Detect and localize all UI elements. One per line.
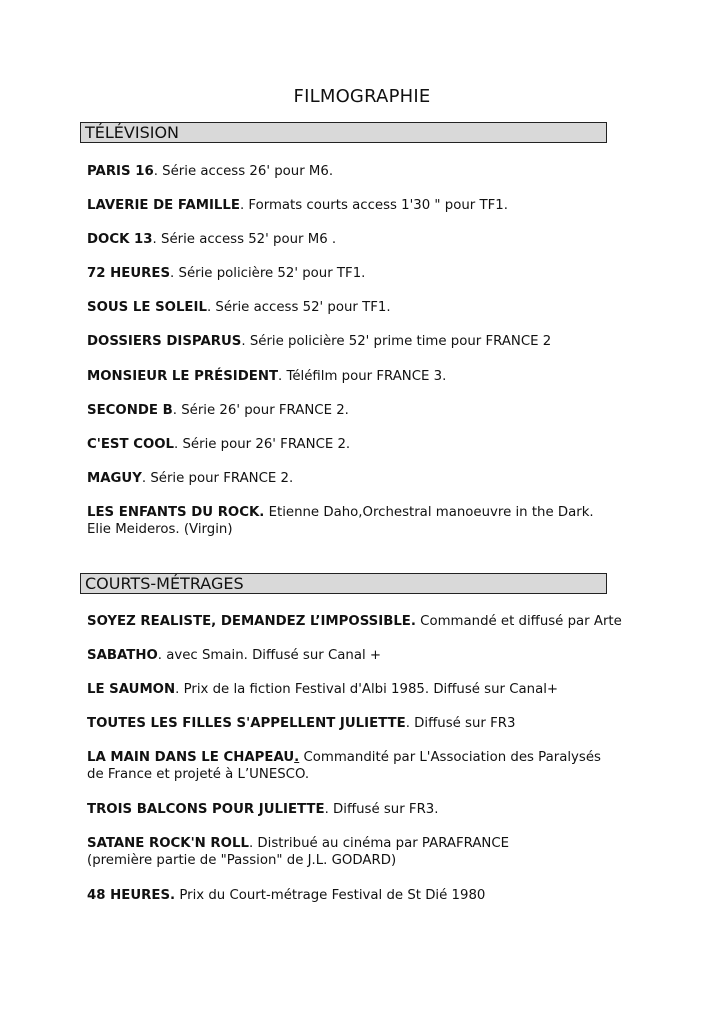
list-item [87,835,707,869]
entry-description: . Téléfilm pour FRANCE 3. [278,369,447,384]
list-item [87,333,707,350]
entry-description-continued: (première partie de "Passion" de J.L. GODARD) [87,853,397,868]
entry-title: TOUTES LES FILLES S'APPELLENT JULIETTE [87,716,406,731]
entry-title: SABATHO [87,648,158,663]
entry-description: . Série policière 52' prime time pour FRANCE 2 [241,334,552,349]
entry-description: . Diffusé sur FR3 [405,716,516,731]
entry-description: Commandé et diffusé par Arte [415,614,622,629]
entry-title: DOSSIERS DISPARUS [87,334,242,349]
entry-title: TROIS BALCONS POUR JULIETTE [87,802,325,817]
list-item [87,231,707,248]
entry-description: . Prix de la fiction Festival d'Albi 1985. Diffusé sur Canal+ [175,682,559,697]
entry-title: LES ENFANTS DU ROCK. [87,505,265,520]
entry-description: . Distribué au cinéma par PARAFRANCE [248,836,510,851]
list-item [87,299,707,316]
list-item [87,613,707,630]
entry-title: MONSIEUR LE PRÉSIDENT [87,369,279,384]
list-item [87,504,707,538]
entry-title: LAVERIE DE FAMILLE [87,198,240,213]
list-item [87,368,707,385]
section-heading-courts-metrages: COURTS-MÉTRAGES [80,573,607,594]
list-item [87,197,707,214]
entry-description: Prix du Court-métrage Festival de St Dié 1980 [175,888,486,903]
entry-title: SATANE ROCK'N ROLL [87,836,249,851]
list-item [87,163,707,180]
entry-description: . Série access 26' pour M6. [153,164,334,179]
list-item [87,887,707,904]
entry-description: . Diffusé sur FR3. [324,802,439,817]
entry-description: . avec Smain. Diffusé sur Canal + [157,648,382,663]
entry-title: C'EST COOL [87,437,175,452]
list-item [87,749,707,783]
list-item [87,715,707,732]
entry-description: . Série access 52' pour TF1. [206,300,391,315]
entry-title: PARIS 16 [87,164,154,179]
entry-title: DOCK 13 [87,232,153,247]
entry-description-continued: Elie Meideros. (Virgin) [87,522,233,537]
entry-title: MAGUY [87,471,142,486]
entry-title: LE SAUMON [87,682,176,697]
page-title: FILMOGRAPHIE [293,86,431,107]
entry-description: . Série policière 52' pour TF1. [170,266,366,281]
entry-title: 72 HEURES [87,266,171,281]
list-item [87,647,707,664]
entry-description: Commandité par L'Association des Paralysés [299,750,601,765]
entry-description: . Série access 52' pour M6 . [152,232,337,247]
list-item [87,681,707,698]
entry-description: . Série pour FRANCE 2. [141,471,294,486]
entry-title: LA MAIN DANS LE CHAPEAU [87,750,295,765]
list-item [87,470,707,487]
entry-title: 48 HEURES. [87,888,176,903]
list-item [87,436,707,453]
entry-description: . Série pour 26' FRANCE 2. [174,437,351,452]
list-item [87,801,707,818]
entry-title: SOUS LE SOLEIL [87,300,207,315]
entry-title: SECONDE B [87,403,173,418]
entry-description-continued: de France et projeté à L’UNESCO. [87,767,310,782]
entry-title: SOYEZ REALISTE, DEMANDEZ L’IMPOSSIBLE. [87,614,416,629]
list-item [87,265,707,282]
section-heading-television: TÉLÉVISION [80,122,607,143]
entry-title-punctuation: . [294,750,300,765]
entry-description: Etienne Daho,Orchestral manoeuvre in the Dark. [264,505,594,520]
list-item [87,402,707,419]
entry-description: . Formats courts access 1'30 " pour TF1. [239,198,508,213]
entry-description: . Série 26' pour FRANCE 2. [172,403,349,418]
